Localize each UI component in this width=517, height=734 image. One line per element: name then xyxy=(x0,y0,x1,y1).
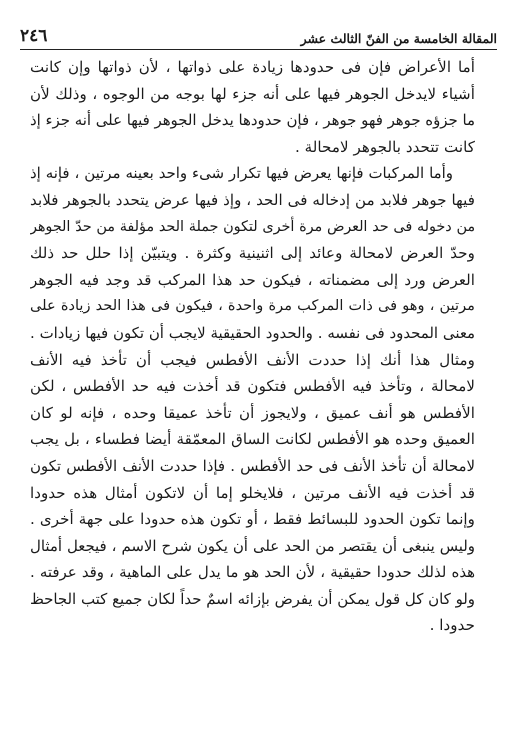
text-line: الأفطس هو أنف عميق ، ولايجوز أن تأخذ عميقا وحده ، فإنه لو كان xyxy=(30,403,475,422)
text-line: معنى المحدود فى نفسه . والحدود الحقيقية لايجب أن تكون فيها زيادات . xyxy=(30,323,475,342)
text-line: وإنما تكون الحدود للبسائط فقط ، أو تكون هذه حدودا على جهة أخرى . xyxy=(30,510,475,529)
text-line: من دخوله فى حد العرض مرة أخرى لتكون جملة الحد مؤلفة من حدّ الجوهر xyxy=(30,218,475,235)
page-header xyxy=(20,16,497,46)
text-line: كانت تتحدد بالجوهر لامحالة . xyxy=(294,137,475,156)
text-line: العميق وحده هو الأفطس لكانت الساق المعمّقة أيضا فطساء ، بل يجب xyxy=(30,430,475,449)
text-line: حدودا . xyxy=(429,616,475,635)
text-line: هذه لذلك حدودا حقيقية ، لأن الحد هو ما يدل على الماهية ، وقد عرفته . xyxy=(30,563,475,582)
text-line: ومثال هذا أنك إذا حددت الأنف الأفطس فيجب أن تأخذ فيه الأنف xyxy=(30,350,475,369)
text-line: وليس ينبغى أن يقتصر من الحد على أن يكون شرح الاسم ، فيجعل أمثال xyxy=(30,536,475,555)
body-text xyxy=(30,54,475,639)
page-number: ٢٤٦ xyxy=(20,26,48,46)
text-line: العرض ورد إلى مضمناته ، فيكون حد هذا المركب قد وجد فيه الجوهر xyxy=(30,270,475,289)
text-line: لامحالة ، وتأخذ فيه الأفطس فتكون قد أخذت فيه حد الأفطس ، لكن xyxy=(30,377,475,396)
text-line: ما جزؤه جوهر فهو جوهر ، فإن حدودها يدخل الجوهر فيها على أنه جزء إذ xyxy=(30,111,475,130)
text-line: أما الأعراض فإن فى حدودها زيادة على ذواتها ، لأن ذواتها وإن كانت xyxy=(30,58,475,76)
text-line: وأما المركبات فإنها يعرض فيها تكرار شىء واحد بعينه مرتين ، فإنه إذ xyxy=(30,164,453,183)
text-line: قد أخذت فيه الأنف مرتين ، فلايخلو إما أن لاتكون أمثال هذه حدودا xyxy=(30,483,475,502)
text-line: ولو كان كل قول يمكن أن يفرض بإزائه اسمٌ حداً لكان جميع كتب الجاحظ xyxy=(30,589,475,608)
text-line: مرتين ، وهو فى ذات المركب مرة واحدة ، فيكون فى هذا الحد زيادة على xyxy=(30,297,475,315)
text-line: وحدّ العرض لامحالة وعائد إلى اثنينية وكثرة . ويتبيّن إذا حلل حد ذلك xyxy=(30,244,475,263)
running-head: المقالة الخامسة من الفنّ الثالث عشر xyxy=(300,31,497,46)
text-line: أشياء لايدخل الجوهر فيها على أنه جزء لها بوجه من الوجوه ، وذلك لأن xyxy=(30,84,475,103)
text-line: فيها جوهر فلابد من إدخاله فى الحد ، وإذ فيها عرض يتحدد بالجوهر فلابد xyxy=(30,190,475,209)
text-line: لامحالة أن تأخذ الأنف فى حد الأفطس . فإذا حددت الأنف الأفطس تكون xyxy=(30,456,475,475)
header-rule xyxy=(20,49,497,50)
